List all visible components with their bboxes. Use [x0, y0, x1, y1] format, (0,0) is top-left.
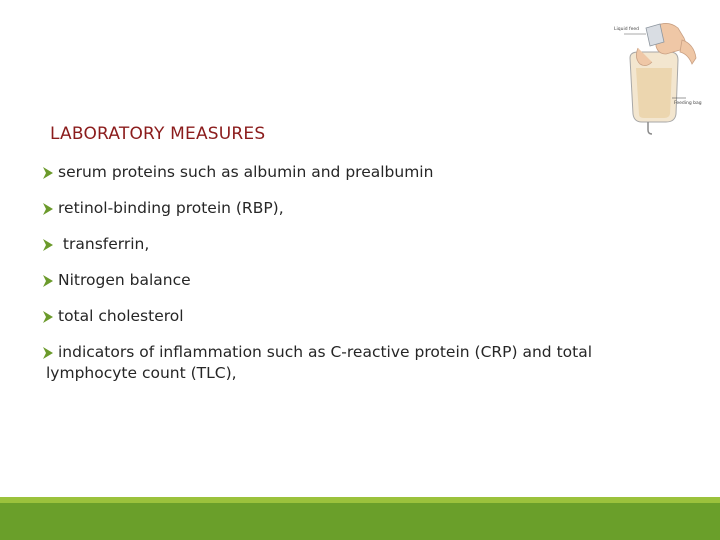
list-item — [42, 162, 662, 183]
bullet-text: serum proteins such as albumin and prealbumin — [58, 163, 434, 181]
arrow-bullet-icon — [42, 274, 54, 288]
bullet-text-line-2: lymphocyte count (TLC), — [46, 364, 237, 382]
bullet-list — [42, 162, 662, 399]
list-item — [42, 306, 662, 327]
bullet-text: transferrin, — [58, 235, 150, 253]
arrow-bullet-icon — [42, 166, 54, 180]
svg-text:Liquid feed: Liquid feed — [614, 27, 639, 32]
list-item — [42, 270, 662, 291]
bullet-text-line-1: indicators of inflammation such as C-reactive protein (CRP) and total — [58, 343, 593, 361]
bullet-text: Nitrogen balance — [58, 271, 191, 289]
arrow-bullet-icon — [42, 238, 54, 252]
feeding-bag-illustration-icon — [608, 18, 702, 136]
slide-title: LABORATORY MEASURES — [50, 124, 266, 144]
bullet-text — [42, 342, 662, 384]
list-item — [42, 234, 662, 255]
svg-text:Feeding bag: Feeding bag — [674, 101, 702, 106]
list-item — [42, 342, 662, 384]
bullet-text: retinol-binding protein (RBP), — [58, 199, 284, 217]
list-item — [42, 198, 662, 219]
arrow-bullet-icon — [42, 202, 54, 216]
arrow-bullet-icon — [42, 310, 54, 324]
bullet-text: total cholesterol — [58, 307, 184, 325]
footer-bar — [0, 503, 720, 540]
arrow-bullet-icon — [42, 346, 54, 360]
